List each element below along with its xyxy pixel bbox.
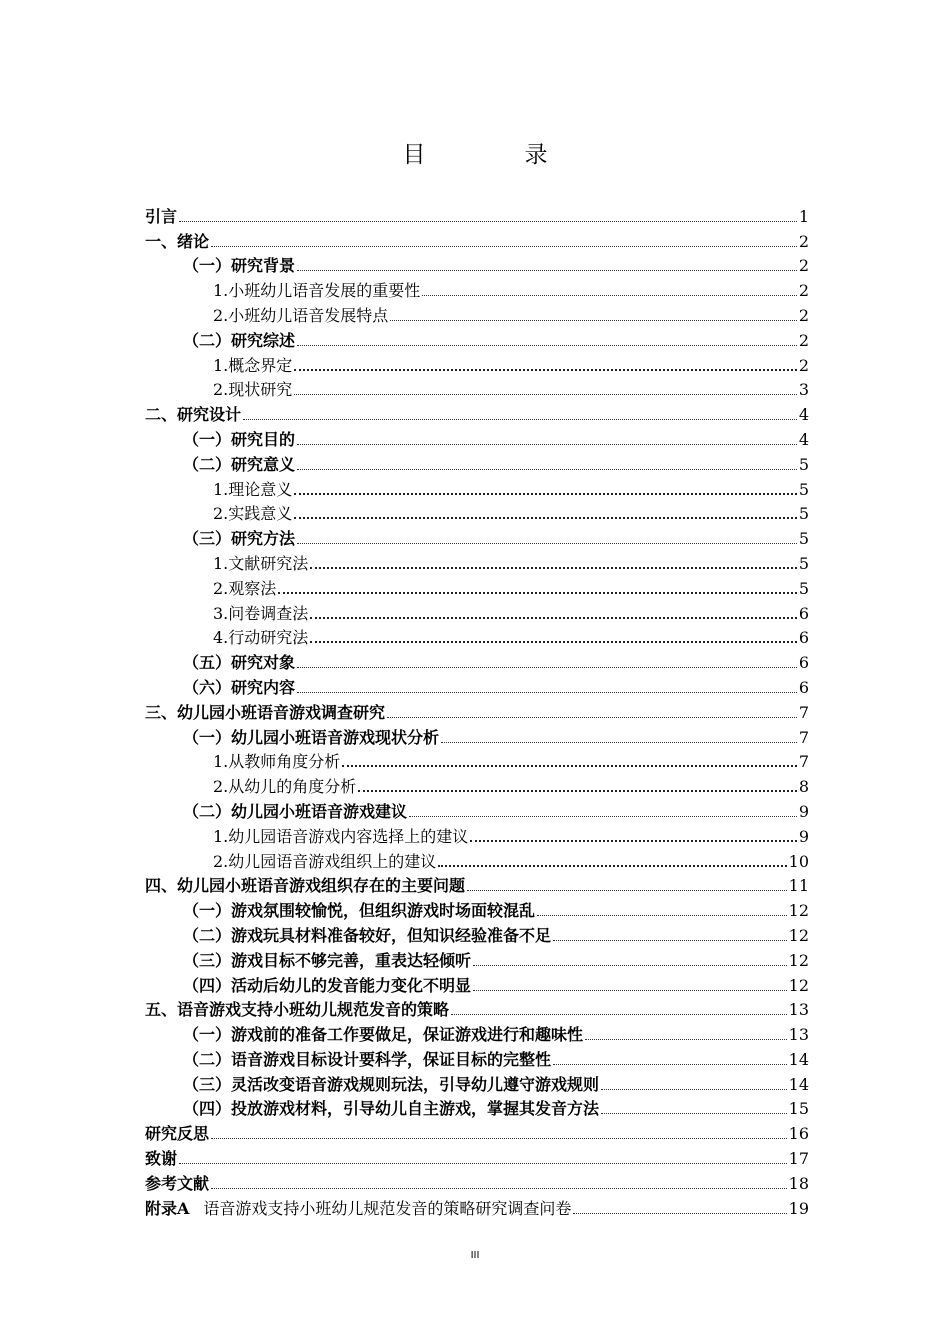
dot-leader [243, 419, 797, 420]
toc-appendix-tag: 附录A [145, 1198, 190, 1218]
toc-page-number: 2 [798, 256, 809, 276]
toc-page-number: 2 [798, 281, 809, 301]
toc-entry[interactable] [145, 971, 809, 996]
toc-page-number: 2 [798, 231, 809, 251]
toc-entry[interactable] [145, 921, 809, 946]
toc-page-number: 5 [798, 553, 809, 573]
dot-leader [441, 742, 797, 743]
dot-leader [297, 345, 797, 346]
toc-entry[interactable] [145, 673, 809, 698]
toc-entry-label: 2.从幼儿的角度分析 [213, 777, 357, 797]
toc-page-number: 7 [798, 752, 809, 772]
toc-page-number: 5 [798, 529, 809, 549]
toc-page-number: 7 [798, 727, 809, 747]
dot-leader [179, 221, 797, 222]
toc-entry-label: 一、绪论 [145, 231, 210, 251]
toc-entry-label: 研究反思 [145, 1124, 210, 1144]
toc-entry-label: 参考文献 [145, 1173, 210, 1193]
toc-entry-label: 1.从教师角度分析 [213, 752, 341, 772]
toc-entry[interactable] [145, 1095, 809, 1120]
toc-entry[interactable] [145, 847, 809, 872]
dot-leader [553, 940, 787, 941]
dot-leader [438, 865, 786, 867]
toc-entry-label: （一）游戏前的准备工作要做足，保证游戏进行和趣味性 [183, 1025, 584, 1045]
toc-page-number: 5 [798, 578, 809, 598]
toc-entry-label: （二）研究综述 [183, 330, 296, 350]
toc-page-number: 18 [788, 1173, 809, 1193]
toc-entry[interactable] [145, 1045, 809, 1070]
dot-leader [390, 320, 797, 321]
toc-page-number: 13 [788, 1025, 809, 1045]
dot-leader [297, 543, 797, 544]
toc-entry-label: 三、幼儿园小班语音游戏调查研究 [145, 702, 386, 722]
toc-entry-label: 1.概念界定 [213, 355, 293, 375]
toc-entry-label: （二）幼儿园小班语音游戏建议 [183, 801, 408, 821]
toc-entry-label: （一）研究背景 [183, 256, 296, 276]
toc-entry[interactable] [145, 648, 809, 673]
dot-leader [342, 765, 797, 767]
toc-entry-label: （三）游戏目标不够完善，重表达轻倾听 [183, 950, 472, 970]
toc-page-number: 6 [798, 677, 809, 697]
toc-page-number: 12 [788, 975, 809, 995]
toc-entry[interactable] [145, 624, 809, 649]
toc-entry[interactable] [145, 326, 809, 351]
toc-entry-label: 1.理论意义 [213, 479, 293, 499]
dot-leader [409, 816, 797, 817]
dot-leader [601, 1089, 787, 1090]
toc-page-number: 11 [788, 876, 809, 896]
toc-entry-label: （四）活动后幼儿的发音能力变化不明显 [183, 975, 472, 995]
toc-entry[interactable] [145, 1144, 809, 1169]
toc-entry[interactable] [145, 549, 809, 574]
toc-page-number: 14 [788, 1074, 809, 1094]
dot-leader [387, 717, 797, 718]
toc-entry-label: （五）研究对象 [183, 653, 296, 673]
toc-entry[interactable] [145, 822, 809, 847]
toc-entry[interactable] [145, 351, 809, 376]
toc-entry-label: （二）研究意义 [183, 454, 296, 474]
dot-leader [297, 270, 797, 271]
toc-page-number: 5 [798, 504, 809, 524]
toc-page-number: 19 [788, 1198, 809, 1218]
toc-entry-label: 五、语音游戏支持小班幼儿规范发音的策略 [145, 1000, 450, 1020]
toc-entry-label: 二、研究设计 [145, 405, 242, 425]
dot-leader [297, 667, 797, 668]
toc-entry[interactable] [145, 276, 809, 301]
toc-entry-label: （一）幼儿园小班语音游戏现状分析 [183, 727, 440, 747]
toc-entry-label: 致谢 [145, 1149, 178, 1169]
toc-entry-label: 2.观察法 [213, 578, 277, 598]
dot-leader [473, 990, 787, 991]
dot-leader [297, 444, 797, 445]
toc-page-number: 16 [788, 1124, 809, 1144]
toc-entry[interactable] [145, 400, 809, 425]
toc-entry[interactable] [145, 946, 809, 971]
toc-entry[interactable] [145, 500, 809, 525]
dot-leader [358, 790, 797, 792]
toc-appendix-title: 语音游戏支持小班幼儿规范发音的策略研究调查问卷 [203, 1198, 572, 1218]
dot-leader [294, 493, 797, 495]
toc-entry-label: 引言 [145, 206, 178, 226]
toc-entry[interactable] [145, 896, 809, 921]
dot-leader [451, 1014, 787, 1015]
toc-entry[interactable] [145, 723, 809, 748]
toc-entry-label: （二）游戏玩具材料准备较好，但知识经验准备不足 [183, 925, 552, 945]
toc-entry-label: （一）游戏氛围较愉悦，但组织游戏时场面较混乱 [183, 901, 536, 921]
dot-leader [294, 394, 797, 395]
toc-page-number: 3 [798, 380, 809, 400]
toc-page-number: 5 [798, 454, 809, 474]
dot-leader [585, 1039, 787, 1040]
toc-entry[interactable] [145, 227, 809, 252]
toc-entry[interactable] [145, 772, 809, 797]
toc-entry[interactable] [145, 1070, 809, 1095]
toc-entry-label [145, 1199, 571, 1219]
toc-entry[interactable] [145, 1169, 809, 1194]
toc-entry-label: 1.小班幼儿语音发展的重要性 [213, 281, 421, 301]
page-title: 目 录 [402, 142, 586, 168]
toc-page-number: 2 [798, 355, 809, 375]
dot-leader [211, 1138, 787, 1139]
toc-page-number: 1 [798, 206, 809, 226]
dot-leader [553, 1064, 787, 1065]
toc-page-number: 13 [788, 1000, 809, 1020]
dot-leader [294, 369, 797, 371]
toc-entry[interactable] [145, 202, 809, 227]
toc-entry[interactable] [145, 1119, 809, 1144]
toc-page-number: 12 [788, 925, 809, 945]
dot-leader [297, 692, 797, 693]
dot-leader [467, 890, 787, 891]
dot-leader [537, 915, 787, 916]
toc-entry-label: 4.行动研究法 [213, 628, 309, 648]
toc-entry[interactable] [145, 797, 809, 822]
toc-entry-label: 3.问卷调查法 [213, 603, 309, 623]
dot-leader [211, 246, 797, 247]
toc-page-number: 6 [798, 628, 809, 648]
toc-page-number: 15 [788, 1099, 809, 1119]
toc-entry[interactable] [145, 252, 809, 277]
dot-leader [297, 469, 797, 470]
toc-page-number: 9 [798, 826, 809, 846]
toc-entry-label: （二）语音游戏目标设计要科学，保证目标的完整性 [183, 1049, 552, 1069]
toc-entry[interactable] [145, 376, 809, 401]
toc-page-number: 5 [798, 479, 809, 499]
toc-entry[interactable] [145, 599, 809, 624]
toc-page-number: 8 [798, 777, 809, 797]
toc-entry[interactable] [145, 1194, 809, 1219]
toc-entry[interactable] [145, 872, 809, 897]
toc-page-number: 17 [788, 1149, 809, 1169]
toc-entry[interactable] [145, 524, 809, 549]
toc-page-number: 12 [788, 950, 809, 970]
toc-page-number: 14 [788, 1049, 809, 1069]
table-of-contents [145, 202, 809, 1219]
toc-entry[interactable] [145, 301, 809, 326]
toc-entry-label: 2.现状研究 [213, 380, 293, 400]
dot-leader [278, 592, 797, 594]
toc-page-number: 6 [798, 603, 809, 623]
toc-entry-label: 四、幼儿园小班语音游戏组织存在的主要问题 [145, 876, 466, 896]
dot-leader [473, 965, 787, 966]
dot-leader [310, 641, 797, 643]
dot-leader [310, 617, 797, 619]
dot-leader [470, 840, 797, 842]
toc-entry[interactable] [145, 748, 809, 773]
dot-leader [211, 1188, 787, 1189]
toc-page-number: 12 [788, 901, 809, 921]
toc-page-number: 9 [798, 801, 809, 821]
dot-leader [422, 295, 797, 296]
toc-page-number: 4 [798, 405, 809, 425]
toc-entry[interactable] [145, 475, 809, 500]
toc-page-number: 4 [798, 429, 809, 449]
toc-page-number: 7 [798, 702, 809, 722]
toc-entry-label: 1.幼儿园语音游戏内容选择上的建议 [213, 826, 469, 846]
dot-leader [310, 567, 797, 569]
toc-page-number: 2 [798, 330, 809, 350]
toc-entry-label: （三）灵活改变语音游戏规则玩法，引导幼儿遵守游戏规则 [183, 1074, 600, 1094]
toc-entry-label: （三）研究方法 [183, 529, 296, 549]
toc-entry-label: 2.小班幼儿语音发展特点 [213, 305, 389, 325]
toc-entry[interactable] [145, 996, 809, 1021]
toc-entry-label: （一）研究目的 [183, 429, 296, 449]
toc-entry[interactable] [145, 425, 809, 450]
dot-leader [294, 517, 797, 519]
toc-entry[interactable] [145, 698, 809, 723]
toc-entry[interactable] [145, 574, 809, 599]
toc-page-number: 6 [798, 653, 809, 673]
toc-entry-label: 2.幼儿园语音游戏组织上的建议 [213, 851, 437, 871]
dot-leader [601, 1113, 787, 1114]
page-number-footer: III [470, 1250, 480, 1261]
toc-page-number: 2 [798, 305, 809, 325]
toc-entry-label: 1.文献研究法 [213, 553, 309, 573]
toc-entry[interactable] [145, 450, 809, 475]
dot-leader [179, 1163, 787, 1164]
toc-entry[interactable] [145, 1020, 809, 1045]
toc-entry-label: （四）投放游戏材料，引导幼儿自主游戏，掌握其发音方法 [183, 1099, 600, 1119]
toc-page-number: 10 [788, 851, 809, 871]
dot-leader [573, 1213, 786, 1214]
toc-entry-label: 2.实践意义 [213, 504, 293, 524]
toc-entry-label: （六）研究内容 [183, 677, 296, 697]
